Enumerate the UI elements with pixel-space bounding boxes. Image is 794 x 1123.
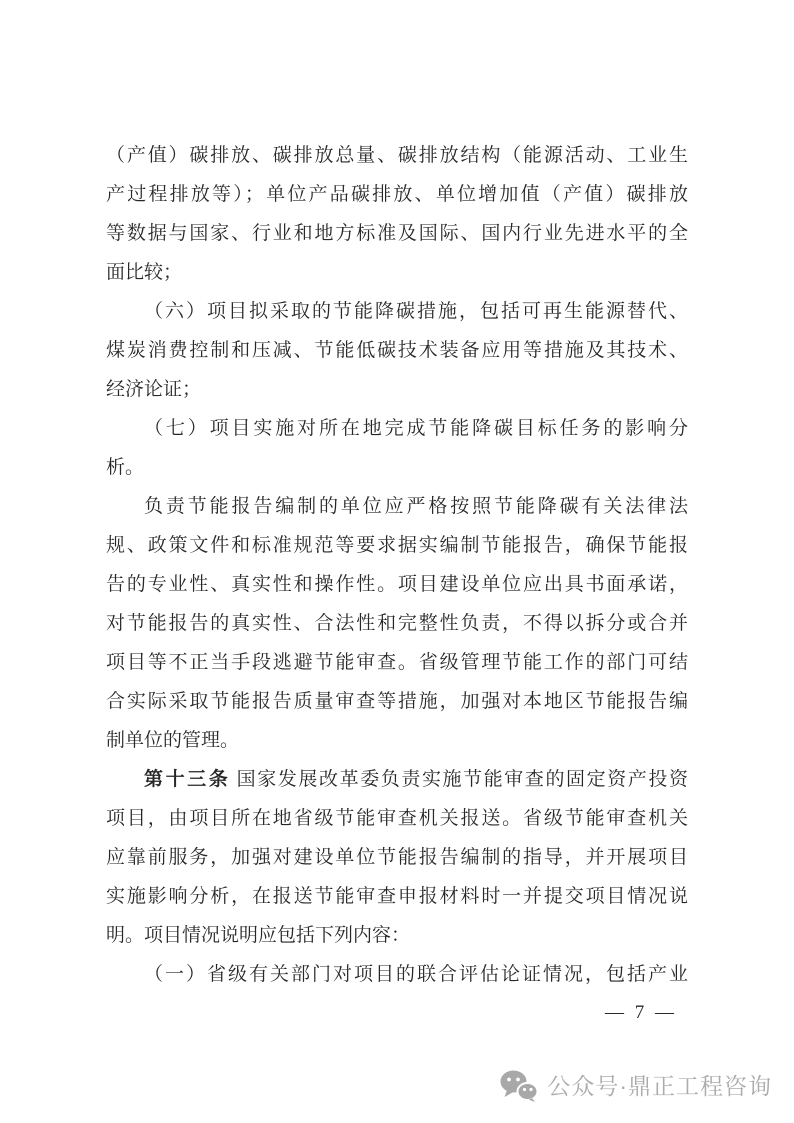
text-line: 应靠前服务，加强对建设单位节能报告编制的指导，并开展项目 <box>106 847 688 868</box>
text-line: 煤炭消费控制和压减、节能低碳技术装备应用等措施及其技术、 <box>106 340 688 361</box>
text-line: 明。项目情况说明应包括下列内容： <box>106 925 411 946</box>
text-line: 产过程排放等）；单位产品碳排放、单位增加值（产值）碳排放 <box>106 184 688 205</box>
text-line: 项目等不正当手段逃避节能审查。省级管理节能工作的部门可结 <box>106 652 688 673</box>
text-line: （一）省级有关部门对项目的联合评估论证情况，包括产业 <box>144 964 688 985</box>
text-line: 经济论证； <box>106 379 202 400</box>
footer-watermark <box>500 1070 772 1102</box>
page-number: — 7 — <box>605 1002 677 1023</box>
paragraph <box>106 136 688 292</box>
text-line: 实施影响分析，在报送节能审查申报材料时一并提交项目情况说 <box>106 886 688 907</box>
paragraph <box>106 955 688 994</box>
text-line: 项目，由项目所在地省级节能审查机关报送。省级节能审查机关 <box>106 808 688 829</box>
paragraph <box>106 760 688 955</box>
text-line: 等数据与国家、行业和地方标准及国际、国内行业先进水平的全 <box>106 223 688 244</box>
text-line: 告的专业性、真实性和操作性。项目建设单位应出具书面承诺， <box>106 574 688 595</box>
text-line: 制单位的管理。 <box>106 730 240 751</box>
paragraph <box>106 292 688 409</box>
text-line: 第十三条 国家发展改革委负责实施节能审查的固定资产投资 <box>144 769 688 790</box>
article-number: 第十三条 <box>144 769 231 790</box>
text-line: （产值）碳排放、碳排放总量、碳排放结构（能源活动、工业生 <box>106 145 688 166</box>
text-line: 面比较； <box>106 262 183 283</box>
paragraph <box>106 409 688 487</box>
text-line: 析。 <box>106 457 145 478</box>
text-line: 合实际采取节能报告质量审查等措施，加强对本地区节能报告编 <box>106 691 688 712</box>
text-line: 负责节能报告编制的单位应严格按照节能降碳有关法律法 <box>144 496 688 517</box>
document-body <box>106 136 688 994</box>
text-line: （六）项目拟采取的节能降碳措施，包括可再生能源替代、 <box>144 301 688 322</box>
text-line: 规、政策文件和标准规范等要求据实编制节能报告，确保节能报 <box>106 535 688 556</box>
text-line: 对节能报告的真实性、合法性和完整性负责，不得以拆分或合并 <box>106 613 688 634</box>
wechat-icon <box>500 1070 538 1102</box>
watermark-text: 公众号·鼎正工程咨询 <box>547 1073 772 1099</box>
text-line: （七）项目实施对所在地完成节能降碳目标任务的影响分 <box>144 418 688 439</box>
paragraph <box>106 487 688 760</box>
